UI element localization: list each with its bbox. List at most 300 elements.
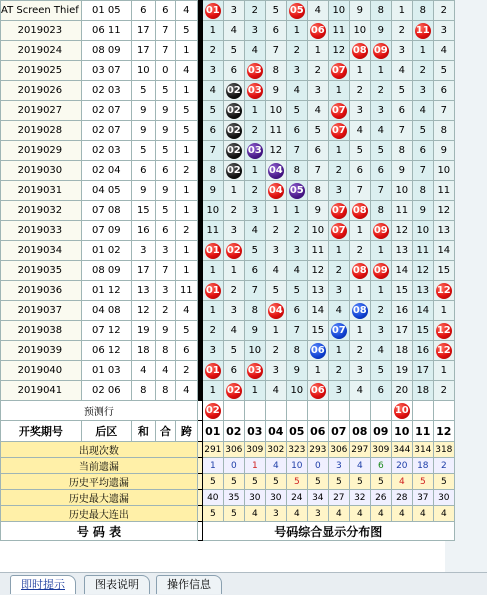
distribution-cell [244, 361, 265, 381]
issue-number-cell: 2019029 [1, 141, 82, 161]
issue-number-cell: 2019032 [1, 201, 82, 221]
distribution-cell: 1 [349, 321, 370, 341]
black-ball: 02 [226, 143, 242, 159]
sum-cell: 3 [131, 241, 155, 261]
distribution-cell [328, 321, 349, 341]
distribution-cell: 3 [328, 381, 349, 401]
table-row [1, 281, 455, 301]
distribution-cell [265, 301, 286, 321]
distribution-cell [370, 261, 391, 281]
table-row [1, 221, 455, 241]
heshu-cell: 8 [155, 381, 175, 401]
table-row [1, 81, 455, 101]
stats-value: 309 [370, 442, 391, 458]
heshu-cell: 3 [155, 281, 175, 301]
sum-cell: 17 [131, 261, 155, 281]
stats-value: 3 [265, 506, 286, 522]
distribution-cell [202, 361, 223, 381]
heshu-cell: 6 [155, 1, 175, 21]
distribution-cell: 8 [286, 341, 307, 361]
back-zone-cell: 03 07 [81, 61, 131, 81]
span-cell: 4 [175, 61, 197, 81]
distribution-cell: 4 [391, 61, 412, 81]
distribution-cell: 5 [370, 141, 391, 161]
distribution-cell: 2 [223, 281, 244, 301]
distribution-cell: 8 [202, 161, 223, 181]
stats-value: 291 [202, 442, 223, 458]
distribution-cell: 2 [412, 61, 433, 81]
prediction-cell[interactable] [286, 401, 307, 421]
stats-value: 297 [349, 442, 370, 458]
sum-cell: 12 [131, 301, 155, 321]
header-number: 10 [391, 421, 412, 442]
stats-value: 3 [328, 458, 349, 474]
distribution-cell: 8 [370, 1, 391, 21]
issue-number-cell: 2019035 [1, 261, 82, 281]
distribution-cell: 5 [202, 101, 223, 121]
sum-cell: 9 [131, 181, 155, 201]
distribution-cell: 1 [349, 61, 370, 81]
stats-row [1, 458, 455, 474]
distribution-cell: 4 [349, 121, 370, 141]
distribution-cell: 6 [433, 81, 454, 101]
stats-value: 5 [223, 474, 244, 490]
stats-label: 历史最大遗漏 [1, 490, 198, 506]
header-number: 11 [412, 421, 433, 442]
distribution-cell: 6 [391, 101, 412, 121]
red-ball: 08 [352, 203, 368, 219]
red-ball: 09 [373, 263, 389, 279]
stats-value: 323 [286, 442, 307, 458]
distribution-cell [433, 281, 454, 301]
back-zone-cell: 04 05 [81, 181, 131, 201]
stats-value: 5 [286, 474, 307, 490]
stats-value: 5 [202, 506, 223, 522]
red-ball: 02 [226, 243, 242, 259]
prediction-cell[interactable] [433, 401, 454, 421]
span-cell: 2 [175, 221, 197, 241]
span-cell: 1 [175, 81, 197, 101]
issue-number-cell: 2019023 [1, 21, 82, 41]
distribution-cell: 7 [244, 281, 265, 301]
stats-row [1, 506, 455, 522]
back-zone-cell: 07 09 [81, 221, 131, 241]
sum-cell: 13 [131, 281, 155, 301]
stats-value: 4 [265, 458, 286, 474]
distribution-cell: 2 [349, 241, 370, 261]
distribution-cell: 2 [370, 301, 391, 321]
distribution-cell: 6 [412, 141, 433, 161]
distribution-cell: 1 [328, 341, 349, 361]
prediction-cell[interactable] [223, 401, 244, 421]
distribution-cell: 9 [265, 81, 286, 101]
distribution-cell: 3 [223, 1, 244, 21]
distribution-cell: 1 [433, 301, 454, 321]
distribution-cell: 17 [412, 361, 433, 381]
distribution-cell: 10 [391, 181, 412, 201]
stats-value: 4 [244, 506, 265, 522]
header-number: 06 [307, 421, 328, 442]
distribution-cell: 6 [223, 361, 244, 381]
distribution-cell: 1 [223, 181, 244, 201]
distribution-cell: 1 [370, 281, 391, 301]
header-number: 05 [286, 421, 307, 442]
distribution-cell: 18 [391, 341, 412, 361]
prediction-cell[interactable] [370, 401, 391, 421]
distribution-cell [244, 141, 265, 161]
distribution-cell [202, 241, 223, 261]
prediction-cell[interactable] [244, 401, 265, 421]
red-ball: 01 [205, 3, 221, 19]
issue-number-cell: 2019039 [1, 341, 82, 361]
distribution-cell: 3 [433, 21, 454, 41]
distribution-cell: 7 [391, 121, 412, 141]
tab-operation-info[interactable]: 操作信息 [156, 575, 222, 594]
sum-cell: 9 [131, 101, 155, 121]
black-ball: 02 [226, 83, 242, 99]
back-zone-cell: 02 07 [81, 101, 131, 121]
issue-number-cell: 2019028 [1, 121, 82, 141]
distribution-cell [307, 381, 328, 401]
back-zone-cell: 08 09 [81, 41, 131, 61]
distribution-cell: 3 [244, 21, 265, 41]
red-ball: 06 [310, 23, 326, 39]
red-ball: 07 [331, 203, 347, 219]
red-ball: 01 [205, 283, 221, 299]
distribution-cell: 1 [202, 21, 223, 41]
table-row [1, 201, 455, 221]
prediction-row [1, 401, 455, 421]
prediction-cell[interactable] [412, 401, 433, 421]
back-zone-cell: 07 12 [81, 321, 131, 341]
distribution-cell: 9 [370, 21, 391, 41]
distribution-cell: 1 [349, 221, 370, 241]
red-ball: 08 [352, 43, 368, 59]
red-ball: 01 [205, 363, 221, 379]
table-row [1, 1, 455, 21]
distribution-cell: 9 [433, 141, 454, 161]
distribution-cell: 10 [349, 21, 370, 41]
stats-value: 30 [244, 490, 265, 506]
distribution-cell: 3 [349, 361, 370, 381]
prediction-cell[interactable] [307, 401, 328, 421]
distribution-cell: 1 [265, 321, 286, 341]
table-row [1, 141, 455, 161]
stats-value: 40 [202, 490, 223, 506]
stats-value: 344 [391, 442, 412, 458]
table-row [1, 121, 455, 141]
distribution-cell [202, 1, 223, 21]
distribution-cell: 14 [391, 261, 412, 281]
red-ball: 12 [436, 323, 452, 339]
stats-value: 28 [391, 490, 412, 506]
distribution-cell: 3 [412, 81, 433, 101]
red-ball: 03 [247, 63, 263, 79]
distribution-cell: 14 [307, 301, 328, 321]
sum-cell: 5 [131, 141, 155, 161]
distribution-cell [433, 321, 454, 341]
issue-number-cell: 2019036 [1, 281, 82, 301]
stats-value: 5 [349, 474, 370, 490]
distribution-cell: 4 [349, 381, 370, 401]
distribution-cell: 13 [412, 281, 433, 301]
distribution-cell: 5 [307, 121, 328, 141]
red-ball: 07 [331, 103, 347, 119]
span-cell: 4 [175, 1, 197, 21]
heshu-cell: 7 [155, 21, 175, 41]
header-number: 09 [370, 421, 391, 442]
distribution-cell: 11 [202, 221, 223, 241]
distribution-cell: 1 [244, 161, 265, 181]
distribution-cell: 9 [286, 361, 307, 381]
header-number: 12 [433, 421, 454, 442]
span-cell: 1 [175, 181, 197, 201]
issue-number-cell: 2019030 [1, 161, 82, 181]
issue-number-cell: 2019024 [1, 41, 82, 61]
distribution-cell: 2 [433, 1, 454, 21]
distribution-cell: 7 [307, 161, 328, 181]
distribution-cell: 4 [370, 341, 391, 361]
prediction-cell[interactable] [328, 401, 349, 421]
back-zone-cell: 02 03 [81, 141, 131, 161]
distribution-cell: 18 [412, 381, 433, 401]
distribution-cell: 17 [391, 321, 412, 341]
issue-number-cell: AT Screen Thief [1, 1, 82, 21]
stats-value: 4 [433, 506, 454, 522]
back-zone-cell: 02 06 [81, 381, 131, 401]
heshu-cell: 6 [155, 221, 175, 241]
distribution-cell: 6 [202, 121, 223, 141]
stats-value: 4 [349, 506, 370, 522]
distribution-cell: 5 [244, 241, 265, 261]
heshu-cell: 9 [155, 321, 175, 341]
distribution-cell: 2 [202, 321, 223, 341]
header-number: 08 [349, 421, 370, 442]
distribution-cell: 7 [412, 161, 433, 181]
distribution-cell [223, 381, 244, 401]
blue-ball: 07 [331, 323, 347, 339]
distribution-cell [328, 61, 349, 81]
issue-number-cell: 2019026 [1, 81, 82, 101]
footer-row [1, 522, 455, 541]
distribution-cell: 3 [328, 181, 349, 201]
distribution-cell: 11 [265, 121, 286, 141]
distribution-cell: 4 [286, 261, 307, 281]
heshu-cell: 7 [155, 261, 175, 281]
black-ball: 02 [226, 163, 242, 179]
distribution-cell: 10 [412, 221, 433, 241]
stats-value: 5 [307, 474, 328, 490]
red-ball: 04 [268, 183, 284, 199]
stats-value: 4 [391, 506, 412, 522]
distribution-cell [412, 21, 433, 41]
distribution-cell: 16 [391, 301, 412, 321]
distribution-cell: 3 [202, 341, 223, 361]
distribution-cell: 7 [370, 181, 391, 201]
distribution-cell: 15 [412, 321, 433, 341]
stats-value: 1 [244, 458, 265, 474]
span-cell: 6 [175, 341, 197, 361]
stats-value: 306 [328, 442, 349, 458]
purple-ball: 05 [289, 183, 305, 199]
stats-value: 4 [286, 506, 307, 522]
back-zone-cell: 08 09 [81, 261, 131, 281]
distribution-cell: 3 [265, 361, 286, 381]
prediction-cell[interactable] [265, 401, 286, 421]
table-row [1, 321, 455, 341]
stats-value: 4 [349, 458, 370, 474]
prediction-ball[interactable]: 02 [205, 403, 221, 419]
sum-cell: 17 [131, 41, 155, 61]
span-cell: 5 [175, 121, 197, 141]
stats-value: 5 [328, 474, 349, 490]
distribution-cell: 6 [244, 261, 265, 281]
distribution-cell: 6 [307, 141, 328, 161]
distribution-cell: 1 [286, 201, 307, 221]
distribution-cell [328, 101, 349, 121]
stats-row [1, 442, 455, 458]
red-ball: 07 [331, 63, 347, 79]
distribution-cell: 2 [286, 41, 307, 61]
heshu-cell: 2 [155, 301, 175, 321]
distribution-cell: 5 [370, 361, 391, 381]
span-cell: 4 [175, 301, 197, 321]
stats-value: 5 [202, 474, 223, 490]
heshu-cell: 4 [155, 361, 175, 381]
stats-value: 6 [370, 458, 391, 474]
span-cell: 5 [175, 21, 197, 41]
stats-value: 32 [349, 490, 370, 506]
stats-label: 历史最大连出 [1, 506, 198, 522]
distribution-cell: 5 [265, 281, 286, 301]
red-ball: 06 [310, 383, 326, 399]
distribution-cell: 1 [307, 361, 328, 381]
distribution-cell: 12 [412, 261, 433, 281]
distribution-cell: 1 [328, 141, 349, 161]
red-ball: 09 [373, 43, 389, 59]
distribution-cell: 3 [202, 61, 223, 81]
stats-value: 306 [223, 442, 244, 458]
back-zone-cell: 01 12 [81, 281, 131, 301]
distribution-cell: 7 [202, 141, 223, 161]
stats-label: 历史平均遗漏 [1, 474, 198, 490]
span-cell: 11 [175, 281, 197, 301]
sum-cell: 8 [131, 381, 155, 401]
stats-value: 302 [265, 442, 286, 458]
distribution-cell: 4 [433, 41, 454, 61]
heshu-cell: 3 [155, 241, 175, 261]
distribution-cell: 3 [370, 321, 391, 341]
distribution-cell: 8 [412, 1, 433, 21]
stats-value: 34 [307, 490, 328, 506]
header-number: 03 [244, 421, 265, 442]
distribution-cell: 10 [433, 161, 454, 181]
heshu-cell: 7 [155, 41, 175, 61]
table-row [1, 381, 455, 401]
distribution-cell: 5 [286, 281, 307, 301]
distribution-cell: 8 [286, 161, 307, 181]
stats-value: 30 [265, 490, 286, 506]
red-ball: 07 [331, 223, 347, 239]
distribution-cell: 4 [265, 381, 286, 401]
distribution-cell: 12 [328, 41, 349, 61]
table-row [1, 241, 455, 261]
distribution-cell: 2 [244, 121, 265, 141]
distribution-cell: 3 [286, 61, 307, 81]
distribution-cell [328, 221, 349, 241]
stats-value: 4 [412, 506, 433, 522]
stats-value: 5 [223, 506, 244, 522]
distribution-cell: 1 [370, 61, 391, 81]
prediction-cell[interactable] [349, 401, 370, 421]
distribution-cell: 4 [244, 221, 265, 241]
distribution-cell: 11 [328, 21, 349, 41]
distribution-cell: 12 [391, 221, 412, 241]
red-ball: 08 [352, 263, 368, 279]
distribution-cell: 6 [223, 61, 244, 81]
distribution-cell [223, 241, 244, 261]
distribution-cell: 20 [391, 381, 412, 401]
tab-instant-tips[interactable]: 即时提示 [10, 575, 76, 594]
distribution-cell: 1 [286, 21, 307, 41]
prediction-cell[interactable] [202, 401, 223, 421]
stats-value: 0 [307, 458, 328, 474]
header-back-zone: 后区 [81, 421, 131, 442]
stats-value: 1 [202, 458, 223, 474]
distribution-cell: 3 [223, 301, 244, 321]
distribution-cell [223, 161, 244, 181]
sum-cell: 19 [131, 321, 155, 341]
issue-number-cell: 2019037 [1, 301, 82, 321]
stats-value: 20 [391, 458, 412, 474]
distribution-cell: 6 [370, 161, 391, 181]
bottom-tab-bar [0, 572, 487, 595]
distribution-cell: 2 [244, 181, 265, 201]
prediction-cell[interactable] [391, 401, 412, 421]
distribution-cell: 2 [265, 341, 286, 361]
distribution-cell: 8 [391, 141, 412, 161]
black-ball: 02 [226, 103, 242, 119]
tab-chart-notes[interactable]: 图表说明 [84, 575, 150, 594]
header-issue: 开奖期号 [1, 421, 82, 442]
distribution-cell: 8 [433, 121, 454, 141]
distribution-cell: 1 [349, 281, 370, 301]
distribution-cell: 1 [265, 201, 286, 221]
distribution-cell: 7 [286, 321, 307, 341]
issue-number-cell: 2019038 [1, 321, 82, 341]
distribution-cell: 1 [433, 361, 454, 381]
distribution-cell: 15 [391, 281, 412, 301]
distribution-cell: 10 [202, 201, 223, 221]
prediction-ball[interactable]: 10 [394, 403, 410, 419]
distribution-cell: 3 [370, 101, 391, 121]
distribution-cell: 9 [202, 181, 223, 201]
distribution-cell: 4 [223, 321, 244, 341]
distribution-cell [244, 61, 265, 81]
distribution-cell: 2 [286, 221, 307, 241]
distribution-cell: 15 [307, 321, 328, 341]
red-ball: 02 [226, 383, 242, 399]
header-he: 合 [155, 421, 175, 442]
distribution-cell: 11 [307, 241, 328, 261]
table-row [1, 61, 455, 81]
distribution-cell: 6 [349, 161, 370, 181]
issue-number-cell: 2019027 [1, 101, 82, 121]
distribution-cell: 10 [328, 1, 349, 21]
distribution-cell: 9 [412, 201, 433, 221]
distribution-cell [265, 181, 286, 201]
back-zone-cell: 07 08 [81, 201, 131, 221]
